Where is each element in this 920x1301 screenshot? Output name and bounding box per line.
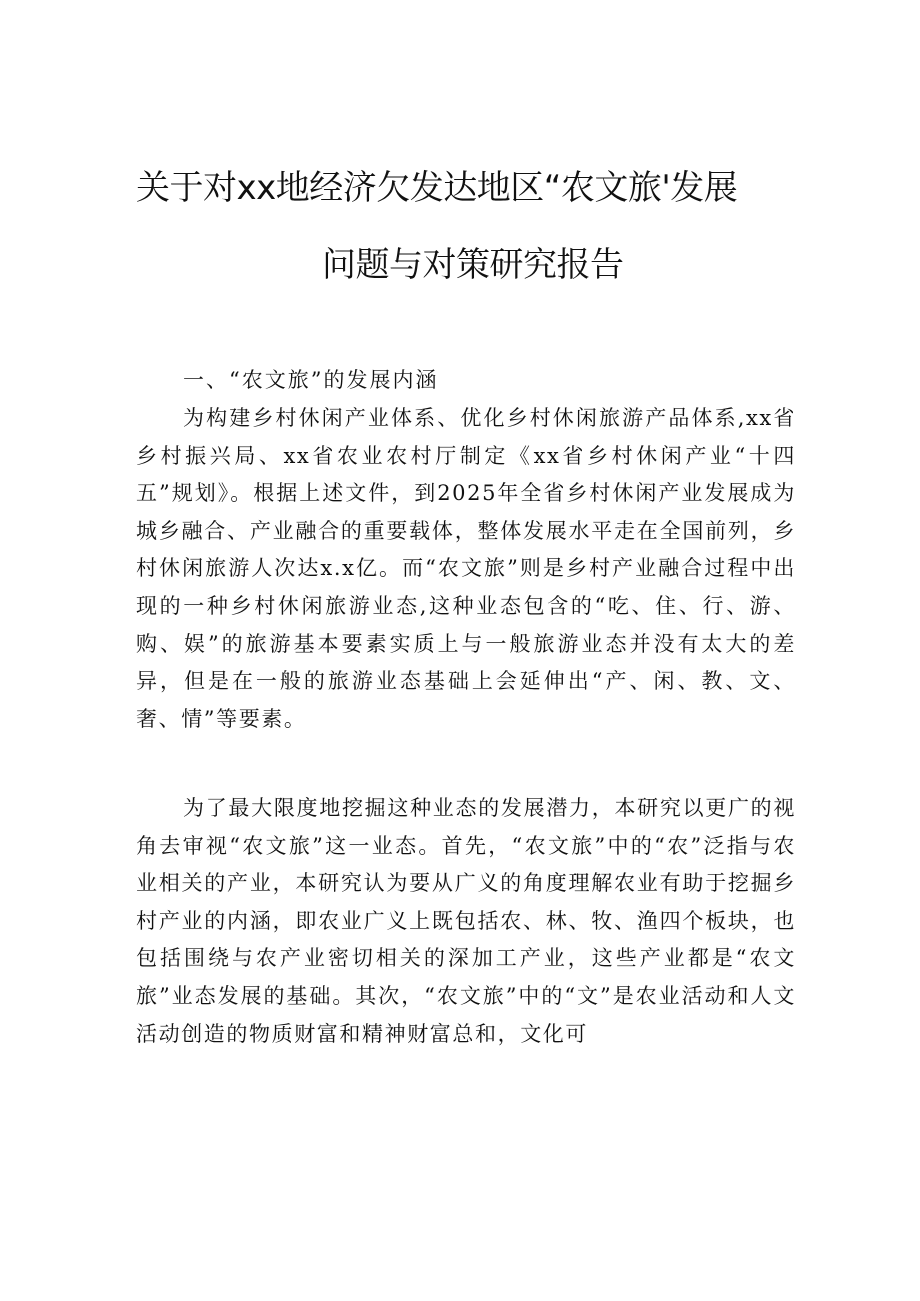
document-title-line-1: 关于对xx地经济欠发达地区“农文旅'发展 bbox=[136, 168, 738, 208]
document-title-line-2: 问题与对策研究报告 bbox=[322, 245, 624, 285]
section-heading: 一、“农文旅”的发展内涵 bbox=[183, 368, 439, 392]
paragraph-2: 为了最大限度地挖掘这种业态的发展潜力，本研究以更广的视角去审视“农文旅”这一业态。首先，“农文旅”中的“农”泛指与农业相关的产业，本研究认为要从广义的角度理解农业有助于挖掘乡村产业的内涵，即农业广义上既包括农、林、牧、渔四个板块，也包括围绕与农产业密切相关的深加工产业，这些产业都是“农文旅”业态发展的基础。其次，“农文旅”中的“文”是农业活动和人文活动创造的物质财富和精神财富总和，文化可 bbox=[136, 796, 796, 1046]
paragraph-1: 为构建乡村休闲产业体系、优化乡村休闲旅游产品体系,xx省乡村振兴局、xx省农业农村厅制定《xx省乡村休闲产业“十四五”规划》。根据上述文件，到2025年全省乡村休闲产业发展成为城乡融合、产业融合的重要载体，整体发展水平走在全国前列，乡村休闲旅游人次达x.x亿。而“农文旅”则是乡村产业融合过程中出现的一种乡村休闲旅游业态,这种业态包含的“吃、住、行、游、购、娱”的旅游基本要素实质上与一般旅游业态并没有太大的差异，但是在一般的旅游业态基础上会延伸出“产、闲、教、文、奢、情”等要素。 bbox=[136, 406, 796, 731]
